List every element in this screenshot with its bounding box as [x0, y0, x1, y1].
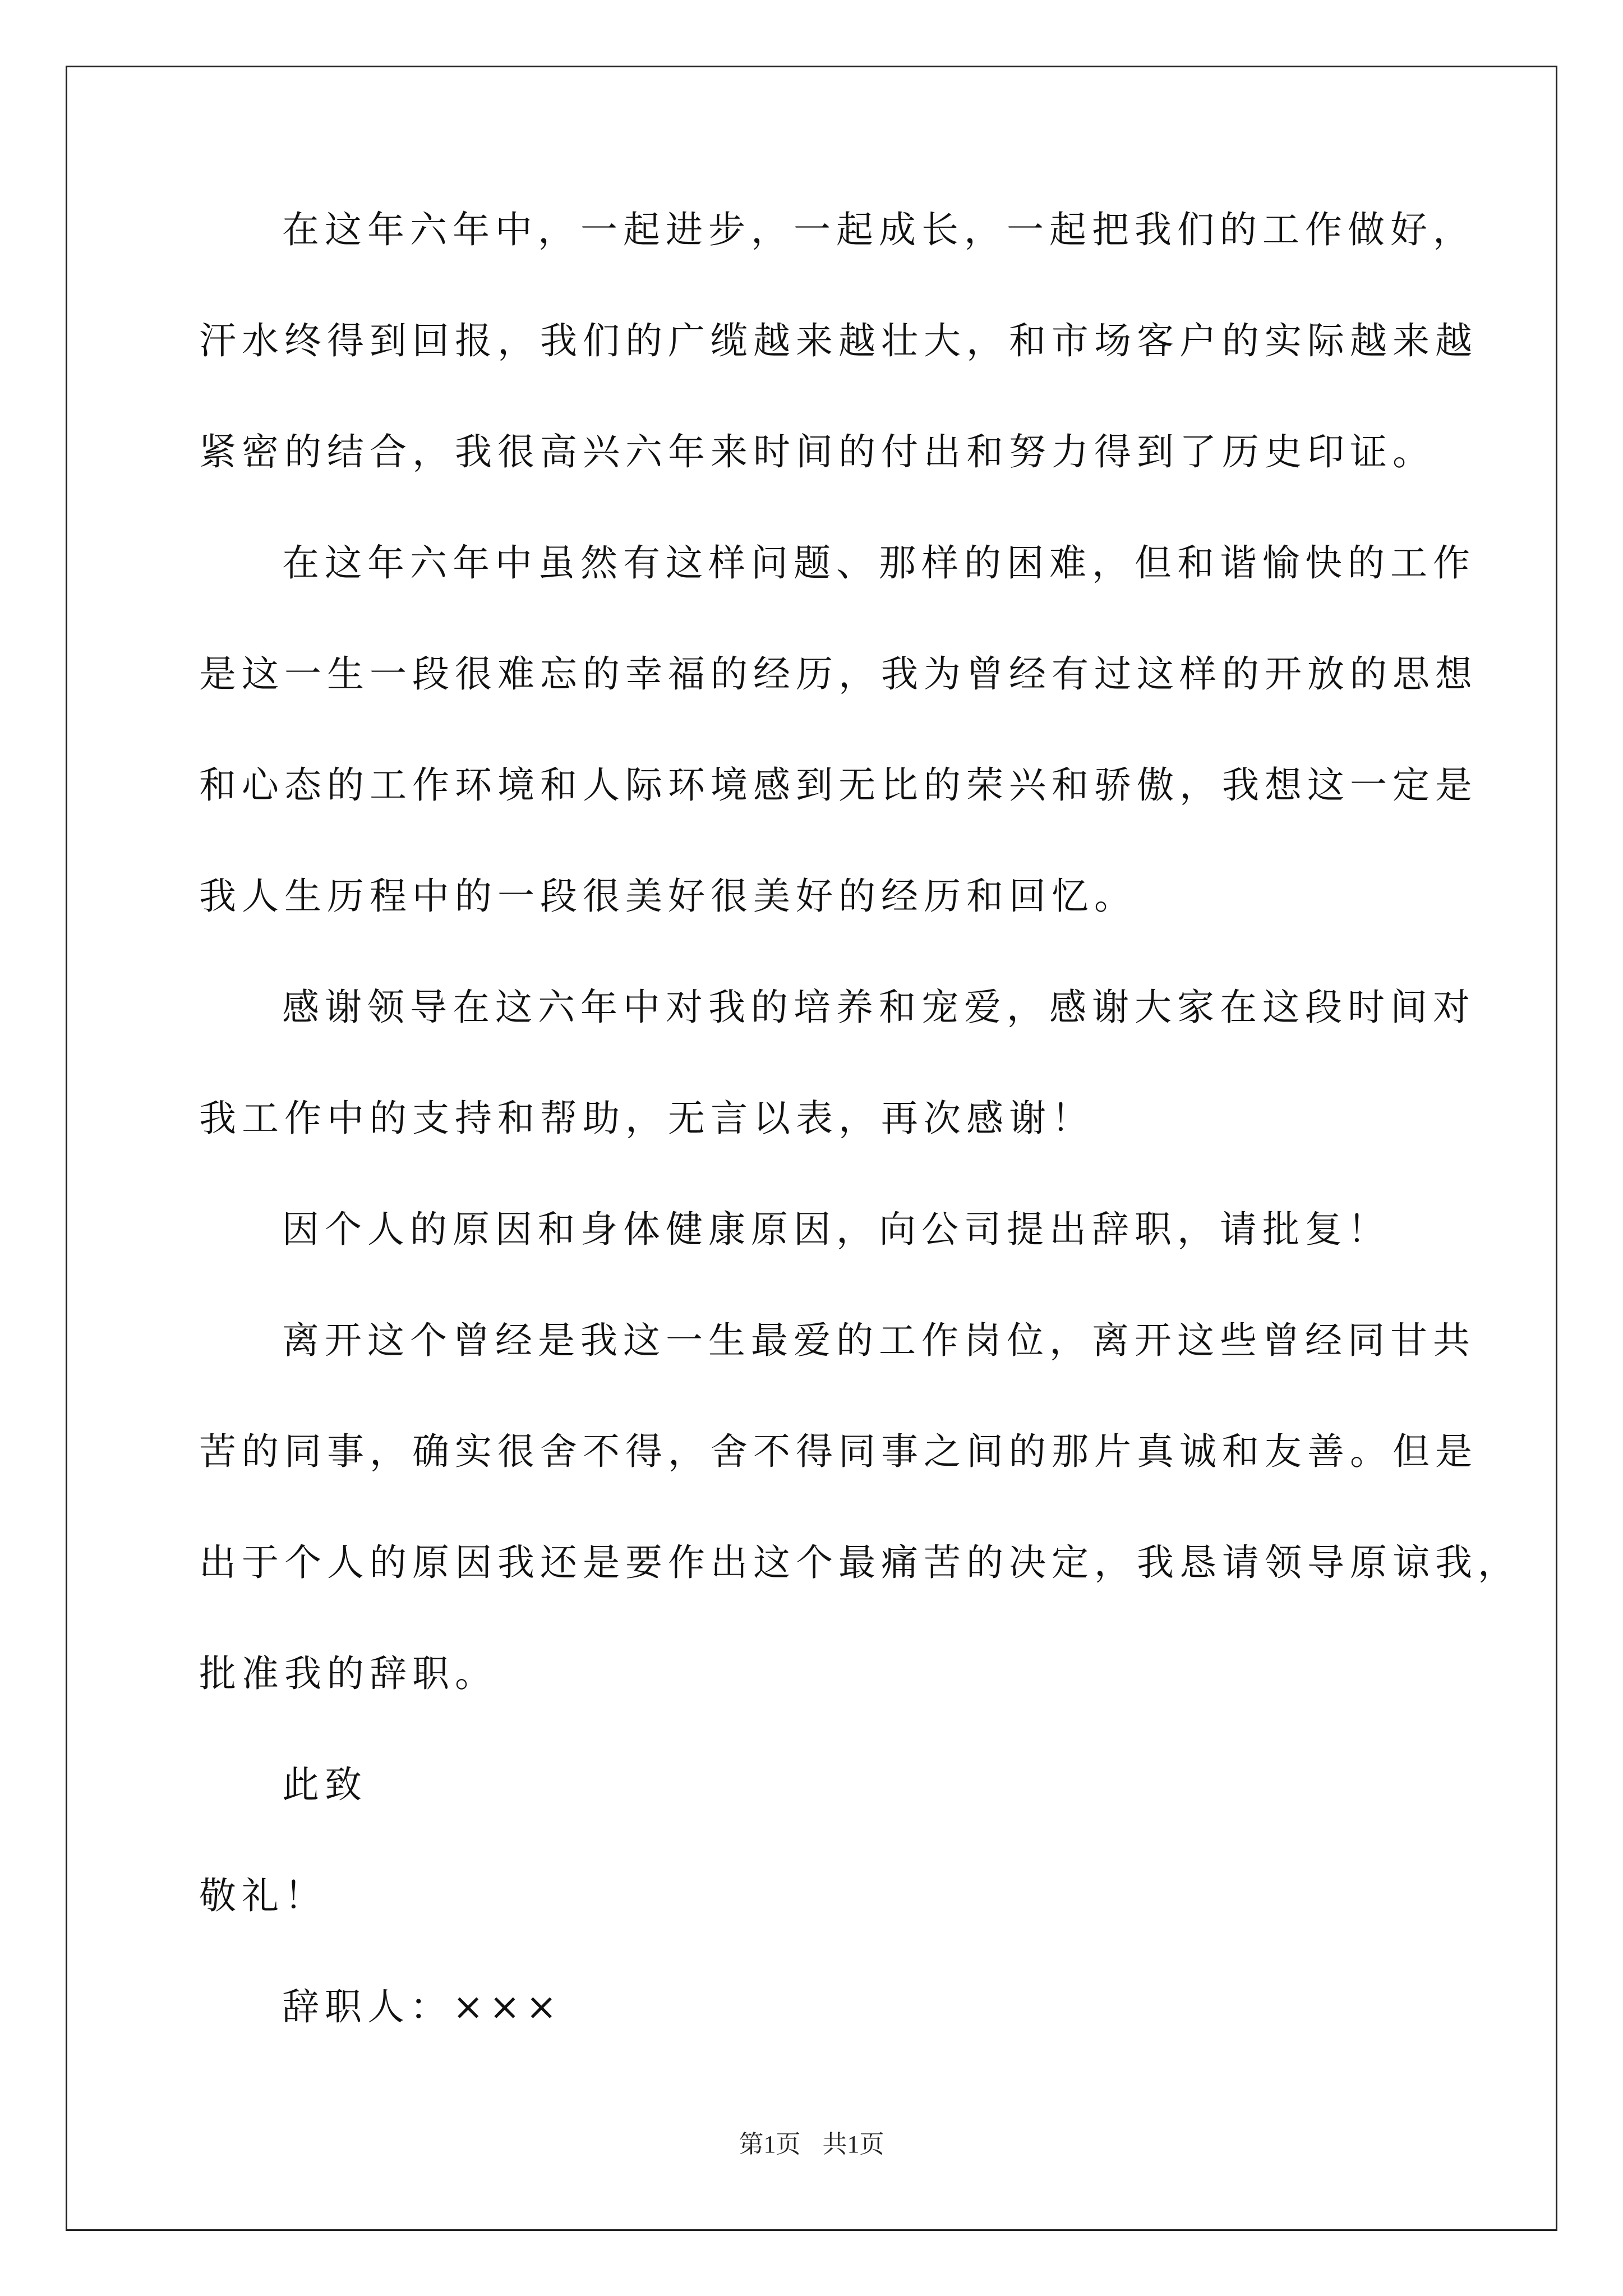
body-line: 批准我的辞职。 — [199, 1652, 497, 1695]
body-line: 出于个人的原因我还是要作出这个最痛苦的决定，我恳请领导原谅我， — [199, 1541, 1520, 1584]
body-line: 感谢领导在这六年中对我的培养和宠爱，感谢大家在这段时间对 — [282, 986, 1476, 1029]
body-line: 汗水终得到回报，我们的广缆越来越壮大，和市场客户的实际越来越 — [199, 319, 1478, 362]
body-line: 我人生历程中的一段很美好很美好的经历和回忆。 — [199, 875, 1137, 918]
body-line: 苦的同事，确实很舍不得，舍不得同事之间的那片真诚和友善。但是 — [199, 1430, 1478, 1473]
body-line: 在这年六年中虽然有这样问题、那样的困难，但和谐愉快的工作 — [282, 541, 1476, 585]
body-line: 在这年六年中，一起进步，一起成长，一起把我们的工作做好， — [282, 208, 1476, 251]
body-line: 离开这个曾经是我这一生最爱的工作岗位，离开这些曾经同甘共 — [282, 1319, 1476, 1362]
salutation-closing: 此致 — [282, 1763, 367, 1806]
body-line: 紧密的结合，我很高兴六年来时间的付出和努力得到了历史印证。 — [199, 430, 1435, 473]
body-line: 我工作中的支持和帮助，无言以表，再次感谢！ — [199, 1097, 1094, 1140]
current-page-number: 第1页 — [739, 2131, 801, 2158]
page-footer — [0, 2129, 1623, 2160]
body-line: 和心态的工作环境和人际环境感到无比的荣兴和骄傲，我想这一定是 — [199, 763, 1478, 807]
signature-line: 辞职人：××× — [282, 1985, 562, 2028]
salutation-regards: 敬礼！ — [199, 1874, 327, 1917]
total-pages: 共1页 — [822, 2131, 884, 2158]
body-line: 因个人的原因和身体健康原因，向公司提出辞职，请批复！ — [282, 1208, 1390, 1251]
body-line: 是这一生一段很难忘的幸福的经历，我为曾经有过这样的开放的思想 — [199, 652, 1478, 696]
